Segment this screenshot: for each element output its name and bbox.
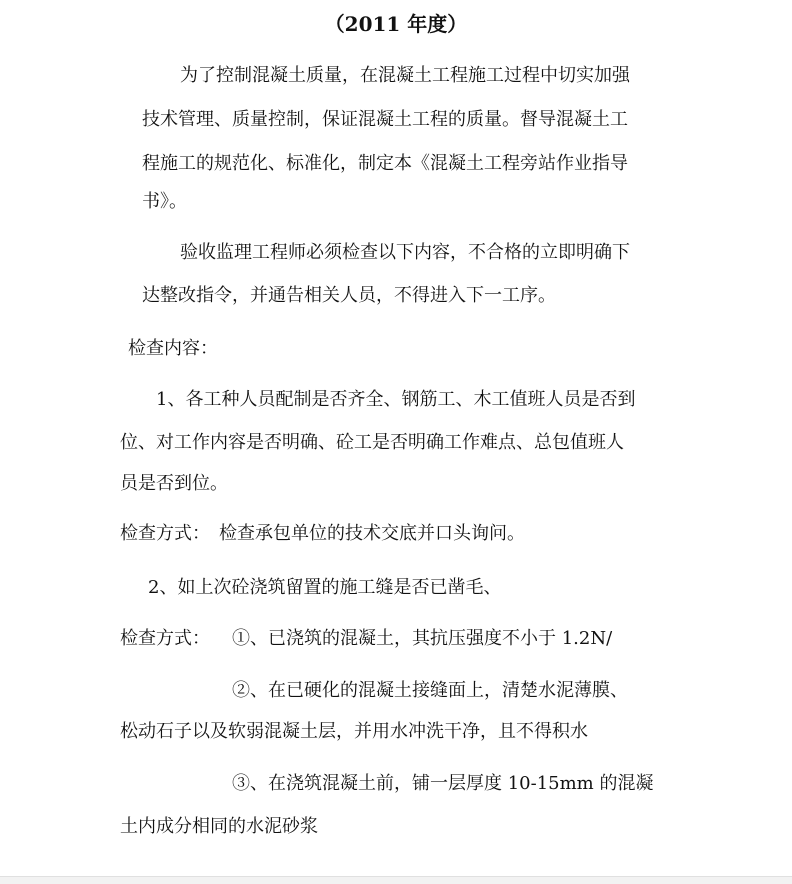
- item-1-line-2: 位、对工作内容是否明确、砼工是否明确工作难点、总包值班人: [120, 432, 624, 453]
- check-method-2-label: 检查方式：: [120, 628, 210, 649]
- item-1-line-3: 员是否到位。: [120, 473, 228, 494]
- document-title: （2011 年度）: [324, 12, 468, 36]
- check-method-2-step-2-line-1: ②、在已硬化的混凝土接缝面上，清楚水泥薄膜、: [232, 680, 628, 701]
- check-content-heading: 检查内容：: [128, 338, 218, 359]
- paragraph-acceptance-line-1: 验收监理工程师必须检查以下内容，不合格的立即明确下: [180, 242, 630, 263]
- check-method-2-step-2-line-2: 松动石子以及软弱混凝土层，并用水冲洗干净，且不得积水: [120, 721, 588, 742]
- check-method-1: 检查方式： 检查承包单位的技术交底并口头询问。: [120, 523, 525, 544]
- item-2-line-1: 2、如上次砼浇筑留置的施工缝是否已凿毛、: [148, 577, 502, 598]
- paragraph-acceptance-line-2: 达整改指令，并通告相关人员，不得进入下一工序。: [142, 285, 556, 306]
- paragraph-intro-line-3: 程施工的规范化、标准化，制定本《混凝土工程旁站作业指导: [142, 153, 628, 174]
- check-method-2-step-1: ①、已浇筑的混凝土，其抗压强度不小于 1.2N/: [232, 628, 613, 649]
- check-method-2-step-3-line-2: 土内成分相同的水泥砂浆: [120, 816, 318, 837]
- check-method-2-step-3-line-1: ③、在浇筑混凝土前，铺一层厚度 10-15mm 的混凝: [232, 773, 654, 794]
- paragraph-intro-line-2: 技术管理、质量控制，保证混凝土工程的质量。督导混凝土工: [142, 109, 628, 130]
- paragraph-intro-line-4: 书》。: [142, 191, 187, 212]
- item-1-line-1: 1、各工种人员配制是否齐全、钢筋工、木工值班人员是否到: [156, 389, 636, 410]
- paragraph-intro-line-1: 为了控制混凝土质量，在混凝土工程施工过程中切实加强: [180, 65, 630, 86]
